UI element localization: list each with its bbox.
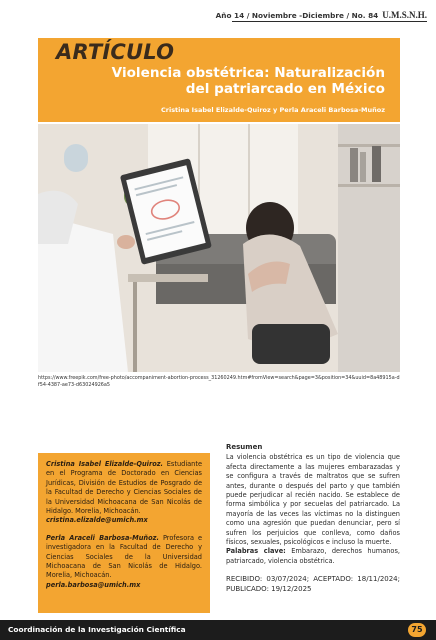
bio-entry-2: [46, 534, 202, 590]
bio-text-2: Profesora e investigadora en la Facultad de Derecho y Ciencias Sociales de la Universidad Michoacana de San Nicolás de Hidalgo. Morelia, Michoacán.: [46, 533, 203, 580]
bio-name-1: Cristina Isabel Elizalde-Quiroz.: [46, 460, 164, 468]
bio-name-2: Perla Araceli Barbosa-Muñoz.: [46, 533, 159, 542]
university-name: U.M.S.N.H.: [382, 10, 427, 20]
footer-section: Coordinación de la Investigación Científica: [8, 625, 186, 634]
article-title: Violencia obstétrica: Naturalización del patriarcado en México: [111, 65, 385, 97]
bio-text-1: Estudiante en el Programa de Doctorado en Ciencias Jurídicas, División de Estudios de Posgrado de la Facultad de Derecho y Ciencias Sociales de la Universidad Michoacana de San Nicolás de Hidalgo. Morelia, Michoacán.: [46, 460, 203, 516]
section-kicker: ARTÍCULO: [56, 40, 175, 64]
running-header: [215, 9, 427, 22]
article-authors: Cristina Isabel Elizalde-Quiroz y Perla Araceli Barbosa-Muñoz: [160, 106, 385, 114]
author-bios: [38, 453, 210, 613]
issue-info: Año 14 / Noviembre -Diciembre / No. 84: [215, 10, 379, 20]
bio-entry-1: [46, 460, 202, 526]
article-photo: [38, 124, 400, 372]
abstract-body: La violencia obstétrica es un tipo de violencia que afecta directamente a las mujeres embarazadas y se configura a través de maltratos que se sufren antes, durante o después del parto y que también puede perjudicar al recién nacido. Se establece de forma simbólica y por secuelas del patriarcado. La mayoría de las veces las víctimas no la distinguen como una agresión que puedan denunciar, pero sí sufren los perjuicios que conlleva, como daños físicos, sexuales, psicológicos e incluso la muerte.: [226, 453, 400, 547]
publication-dates: RECIBIDO: 03/07/2024; ACEPTADO: 18/11/2024; PUBLICADO: 19/12/2025: [226, 575, 400, 594]
photo-credit: https://www.freepik.com/free-photo/accompaniment-abortion-process_31260249.htm#fromView=search&page=3&position=34&uuid=8a48915a-df54-4387-ae73-d63024926a5: [38, 375, 400, 388]
abstract-heading: Resumen: [226, 443, 263, 451]
page-number: 75: [408, 623, 426, 637]
keywords: [226, 547, 400, 566]
article-banner: [38, 38, 400, 122]
bio-email-2: perla.barbosa@umich.mx: [46, 580, 141, 589]
keywords-label: Palabras clave:: [226, 547, 286, 556]
keywords-text: Embarazo, derechos humanos, patriarcado, violencia obstétrica.: [226, 547, 400, 565]
page-footer: [0, 620, 436, 640]
abstract: [226, 443, 400, 594]
bio-email-1: cristina.elizalde@umich.mx: [46, 516, 148, 525]
